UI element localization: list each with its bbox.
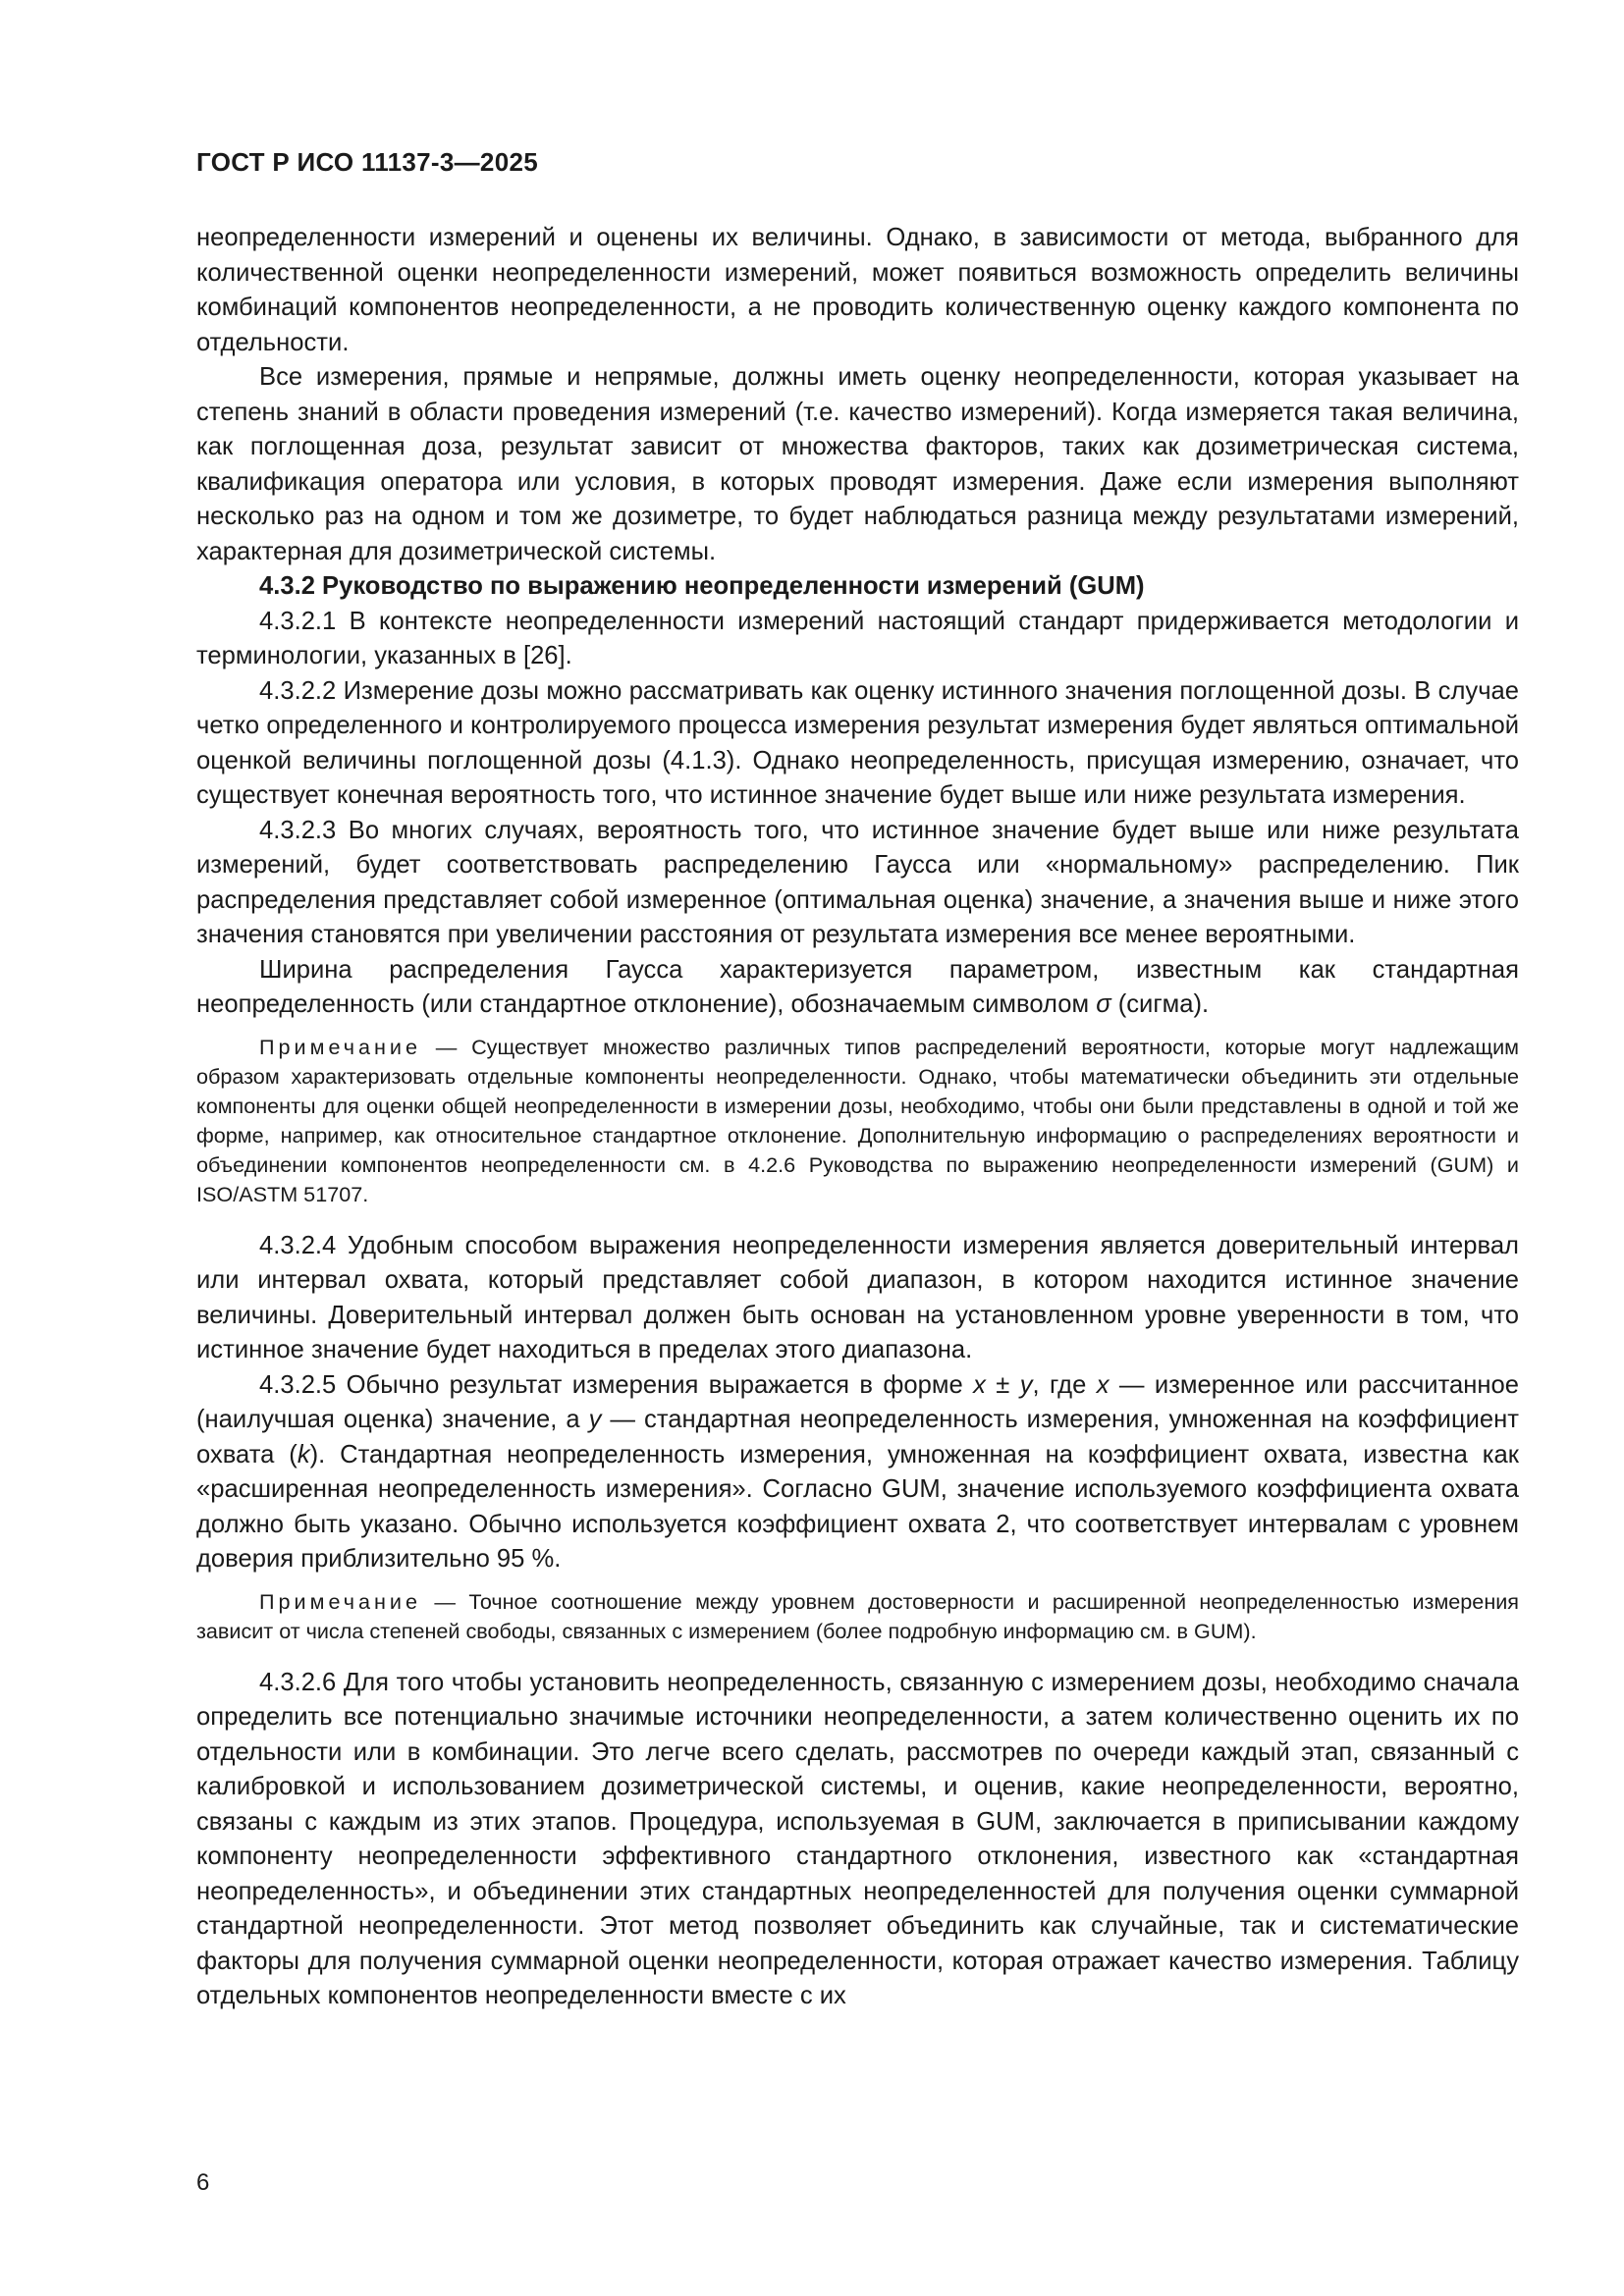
note-2 — [196, 1587, 1519, 1646]
sigma-symbol: σ — [1096, 990, 1111, 1019]
plus-minus: ± — [985, 1370, 1020, 1399]
note-label: Примечание — [259, 1034, 421, 1059]
document-body — [196, 221, 1519, 2014]
note-1 — [196, 1033, 1519, 1209]
paragraph-4-3-2-2: 4.3.2.2 Измерение дозы можно рассматривать как оценку истинного значения поглощенной дозы. В случае четко определенного и контролируемого процесса измерения результат измерения будет являться оптимальной оценкой величины поглощенной дозы (4.1.3). Однако неопределенность, присущая измерению, означает, что существует конечная вероятность того, что истинное значение будет выше или ниже результата измерения. — [196, 676, 1519, 810]
paragraph-4-3-2-1: 4.3.2.1 В контексте неопределенности измерений настоящий стандарт придерживается методологии и терминологии, указанных в [26]. — [196, 607, 1519, 670]
gauss-width-text-a: Ширина распределения Гаусса характеризуется параметром, известным как стандартная неопределенность (или стандартное отклонение), обозначаемым символом — [196, 955, 1519, 1019]
paragraph-4-3-2-4: 4.3.2.4 Удобным способом выражения неопределенности измерения является доверительный интервал или интервал охвата, который представляет собой диапазон, в котором находится истинное значение величины. Доверительный интервал должен быть основан на установленном уровне уверенности в том, что истинное значение будет находиться в пределах этого диапазона. — [196, 1231, 1519, 1364]
p4325-text-a: 4.3.2.5 Обычно результат измерения выражается в форме — [259, 1370, 974, 1399]
gauss-width-text-b: (сигма). — [1110, 990, 1210, 1019]
paragraph-4-3-2-5 — [196, 1368, 1519, 1577]
var-y: y — [588, 1406, 602, 1434]
p4325-text-b: , где — [1032, 1370, 1097, 1399]
p4325-text-e: ). Стандартная неопределенность измерения, умноженная на коэффициент охвата, известна как «расширенная неопределенность измерения». Согласно GUM, значение используемого коэффициента охвата должно быть указано. Обычно используется коэффициент охвата 2, что соответствует интервалам с уровнем доверия приблизительно 95 %. — [196, 1440, 1519, 1574]
paragraph-all-measurements: Все измерения, прямые и непрямые, должны иметь оценку неопределенности, которая указывает на степень знаний в области проведения измерений (т.е. качество измерений). Когда измеряется такая величина, как поглощенная доза, результат зависит от множества факторов, таких как дозиметрическая система, квалификация оператора или условия, в которых проводят измерения. Даже если измерения выполняют несколько раз на одном и том же дозиметре, то будет наблюдаться разница между результатами измерений, характерная для дозиметрической системы. — [196, 363, 1519, 565]
p4325-text-c: — измеренное или рассчитанное (наилучшая оценка) значение, а — [196, 1370, 1519, 1434]
paragraph-continuation: неопределенности измерений и оценены их величины. Однако, в зависимости от метода, выбранного для количественной оценки неопределенности измерений, может появиться возможность определить величины комбинаций компонентов неопределенности, а не проводить количественную оценку каждого компонента по отдельности. — [196, 224, 1519, 356]
paragraph-4-3-2-6: 4.3.2.6 Для того чтобы установить неопределенность, связанную с измерением дозы, необходимо сначала определить все потенциально значимые источники неопределенности, а затем количественно оценить их по отдельности или в комбинации. Это легче всего сделать, рассмотрев по очереди каждый этап, связанный с калибровкой и использованием дозиметрической системы, и оценив, какие неопределенности, вероятно, связаны с каждым из этих этапов. Процедура, используемая в GUM, заключается в приписывании каждому компоненту неопределенности эффективного стандартного отклонения, известного как «стандартная неопределенность», и объединении этих стандартных неопределенностей для получения оценки суммарной стандартной неопределенности. Этот метод позволяет объединить как случайные, так и систематические факторы для получения суммарной оценки неопределенности, которая отражает качество измерения. Таблицу отдельных компонентов неопределенности вместе с их — [196, 1668, 1519, 2010]
var-y: y — [1019, 1370, 1033, 1399]
var-x: x — [1096, 1370, 1110, 1399]
section-heading-4-3-2: 4.3.2 Руководство по выражению неопределенности измерений (GUM) — [259, 572, 1145, 601]
paragraph-4-3-2-3: 4.3.2.3 Во многих случаях, вероятность того, что истинное значение будет выше или ниже результата измерений, будет соответствовать распределению Гаусса или «нормальному» распределению. Пик распределения представляет собой измеренное (оптимальная оценка) значение, а значения выше и ниже этого значения становятся при увеличении расстояния от результата измерения все менее вероятными. — [196, 816, 1519, 949]
document-header: ГОСТ Р ИСО 11137-3—2025 — [196, 147, 538, 177]
paragraph-gauss-width — [196, 953, 1519, 1023]
note-2-text: — Точное соотношение между уровнем достоверности и расширенной неопределенностью измерения зависит от числа степеней свободы, связанных с измерением (более подробную информацию см. в GUM). — [196, 1588, 1519, 1643]
p4325-text-d: — стандартная неопределенность измерения, умноженная на коэффициент охвата ( — [196, 1406, 1519, 1468]
var-k: k — [297, 1440, 310, 1468]
note-1-text: — Существует множество различных типов распределений вероятности, которые могут надлежащим образом характеризовать отдельные компоненты неопределенности. Однако, чтобы математически объединить эти отдельные компоненты для оценки общей неопределенности в измерении дозы, необходимо, чтобы они были представлены в одной и той же форме, например, как относительное стандартное отклонение. Дополнительную информацию о распределениях вероятности и объединении компонентов неопределенности см. в 4.2.6 Руководства по выражению неопределенности измерений (GUM) и ISO/ASTM 51707. — [196, 1034, 1519, 1206]
var-x: x — [973, 1370, 986, 1399]
document-page — [196, 147, 1519, 2014]
note-label: Примечание — [259, 1588, 421, 1614]
page-number: 6 — [196, 2169, 210, 2196]
